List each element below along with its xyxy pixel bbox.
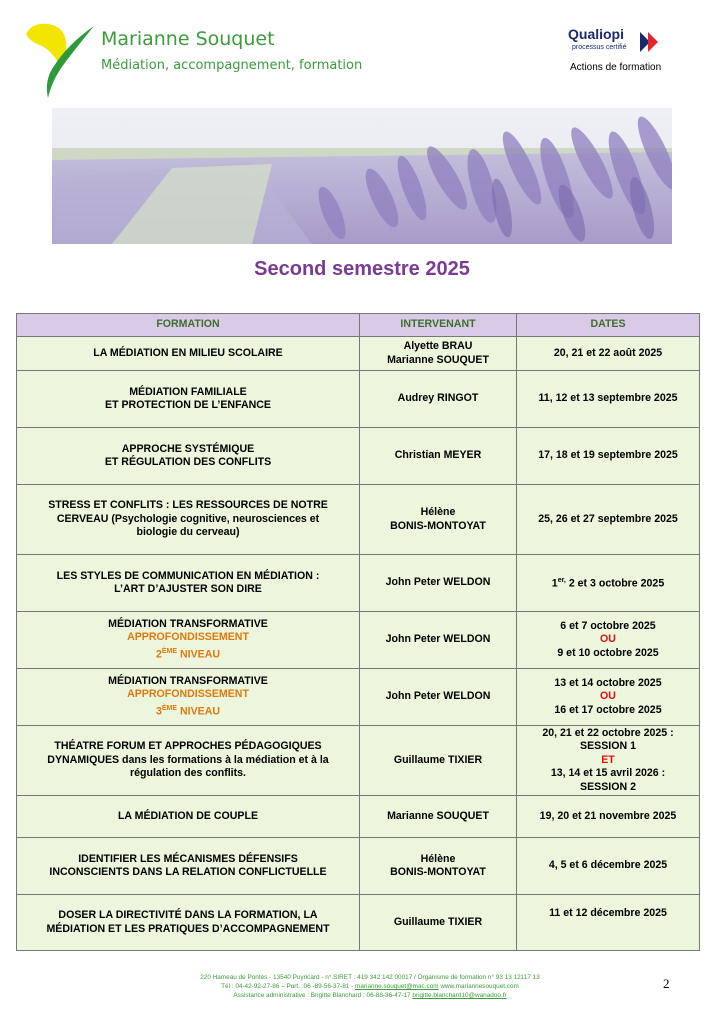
intervenant-cell — [360, 337, 517, 371]
formation-line: LES STYLES DE COMMUNICATION EN MÉDIATION : — [56, 569, 320, 582]
dates-day: 1 — [551, 578, 558, 591]
dates-cell — [517, 337, 700, 371]
table-row — [17, 612, 700, 669]
intervenant-line: Guillaume TIXIER — [393, 753, 483, 766]
intervenant-line: John Peter WELDON — [385, 576, 491, 589]
dates-line: 17, 18 et 19 septembre 2025 — [538, 449, 678, 462]
formation-line: THÉATRE FORUM ET APPROCHES PÉDAGOGIQUES — [54, 740, 322, 753]
formation-line: dans les formations à la médiation et à la — [119, 753, 329, 766]
dates-line: 9 et 10 octobre 2025 — [557, 646, 659, 659]
intervenant-cell — [360, 796, 517, 838]
dates-line: 11 et 12 décembre 2025 — [549, 907, 667, 919]
formation-line: INCONSCIENTS DANS LA RELATION CONFLICTUELLE — [49, 866, 327, 878]
intervenant-line: BONIS-MONTOYAT — [390, 866, 486, 878]
intervenant-cell — [360, 485, 517, 555]
footer-address: 220 Hameau de Pontès - 13540 Puyricard - n°.SIRET : 419 342 142 00017 / Organisme de formation n° 93 13 12117 13 — [200, 974, 540, 981]
intervenant-line: Marianne SOUQUET — [387, 353, 489, 366]
intervenant-cell — [360, 371, 517, 428]
table-row — [17, 428, 700, 485]
table-row — [17, 371, 700, 428]
qualiopi-actions: Actions de formation — [570, 62, 662, 73]
dates-cell — [517, 371, 700, 428]
formation-line: biologie du cerveau) — [136, 526, 240, 539]
qualiopi-sub: processus certifié — [572, 44, 627, 51]
dates-line: 13, 14 et 15 avril 2026 : — [550, 767, 666, 780]
formation-level: APPROFONDISSEMENT — [127, 631, 249, 644]
formation-cell — [17, 371, 360, 428]
qualiopi-word: Qualiopi — [568, 26, 624, 42]
footer-assistant-email-link[interactable]: brigitte.blanchard10@wanadoo.fr — [412, 992, 507, 999]
table-row — [17, 796, 700, 838]
intervenant-line: John Peter WELDON — [385, 633, 491, 646]
dates-cell — [517, 612, 700, 669]
formation-line: L’ART D’AJUSTER SON DIRE — [114, 583, 262, 595]
intervenant-line: Guillaume TIXIER — [393, 915, 483, 928]
dates-line: 16 et 17 octobre 2025 — [554, 703, 662, 716]
table-row — [17, 555, 700, 612]
formation-cell — [17, 669, 360, 726]
formation-line: ET PROTECTION DE L’ENFANCE — [105, 399, 271, 411]
column-header-formation: FORMATION — [17, 314, 360, 337]
footer-website: www.mariannesouquet.com — [438, 983, 519, 990]
formation-level-superscript: ÈME — [161, 704, 178, 712]
formation-level-suffix: NIVEAU — [177, 648, 221, 661]
column-header-dates: DATES — [517, 314, 700, 337]
formation-line: MÉDIATION TRANSFORMATIVE — [108, 674, 268, 687]
intervenant-line: BONIS-MONTOYAT — [390, 519, 486, 532]
dates-cell — [517, 895, 700, 951]
intervenant-cell — [360, 612, 517, 669]
dates-cell — [517, 555, 700, 612]
dates-or: OU — [600, 690, 616, 703]
table-row — [17, 485, 700, 555]
table-row — [17, 726, 700, 796]
formation-line: APPROCHE SYSTÉMIQUE — [121, 442, 255, 455]
dates-line: 20, 21 et 22 octobre 2025 : — [542, 726, 674, 739]
footer-email-link[interactable]: marianne.souquet@mac.com — [355, 983, 439, 990]
dates-line: 2 et 3 octobre 2025 — [565, 578, 665, 591]
formation-line: LA MÉDIATION EN MILIEU SCOLAIRE — [93, 346, 283, 359]
formation-line: régulation des conflits. — [130, 767, 246, 780]
intervenant-cell — [360, 838, 517, 895]
dates-line: 13 et 14 octobre 2025 — [554, 676, 662, 689]
formation-line: MÉDIATION TRANSFORMATIVE — [108, 617, 268, 630]
page-footer — [120, 973, 620, 1000]
intervenant-line: John Peter WELDON — [385, 690, 491, 703]
formation-line: CERVEAU (Psychologie cognitive, neurosciences et — [56, 512, 320, 525]
brand-name: Marianne Souquet — [101, 28, 275, 50]
dates-cell — [517, 669, 700, 726]
table-row — [17, 669, 700, 726]
table-row — [17, 895, 700, 951]
intervenant-line: Alyette BRAU — [403, 340, 473, 352]
dates-line: 20, 21 et 22 août 2025 — [553, 346, 663, 359]
table-header-row — [17, 314, 700, 337]
formation-cell — [17, 612, 360, 669]
page-number: 2 — [663, 976, 670, 991]
dates-line: 6 et 7 octobre 2025 — [560, 619, 656, 632]
dates-cell — [517, 838, 700, 895]
table-row — [17, 337, 700, 371]
dates-line: 19, 20 et 21 novembre 2025 — [539, 809, 677, 822]
formation-level: APPROFONDISSEMENT — [127, 688, 249, 701]
footer-phone: Tél : 04-42-92-27-86 – Port. :06 -89-56-37-81 - — [221, 983, 356, 990]
formation-level-number: 3 — [155, 705, 162, 718]
dates-session: SESSION 1 — [580, 740, 636, 753]
dates-cell — [517, 428, 700, 485]
formation-cell — [17, 337, 360, 371]
formation-line: STRESS ET CONFLITS : LES RESSOURCES DE NOTRE — [48, 499, 328, 512]
dates-line: 11, 12 et 13 septembre 2025 — [538, 392, 678, 405]
formation-line: MÉDIATION FAMILIALE — [129, 385, 247, 398]
formation-cell — [17, 895, 360, 951]
page-title: Second semestre 2025 — [254, 258, 470, 280]
table-row — [17, 838, 700, 895]
training-schedule-table — [16, 313, 700, 951]
lavender-field-banner — [52, 108, 672, 244]
intervenant-cell — [360, 428, 517, 485]
formation-line: LA MÉDIATION DE COUPLE — [117, 809, 259, 822]
dates-and: ET — [601, 753, 615, 766]
formation-cell — [17, 838, 360, 895]
intervenant-cell — [360, 726, 517, 796]
formation-cell — [17, 485, 360, 555]
formation-line: IDENTIFIER LES MÉCANISMES DÉFENSIFS — [78, 852, 298, 865]
dates-cell — [517, 485, 700, 555]
dates-or: OU — [600, 633, 616, 646]
dates-cell — [517, 726, 700, 796]
dates-superscript: er, — [557, 577, 566, 585]
intervenant-line: Hélène — [420, 506, 456, 518]
formation-cell — [17, 796, 360, 838]
intervenant-line: Christian MEYER — [394, 449, 482, 462]
intervenant-cell — [360, 669, 517, 726]
brand-tagline: Médiation, accompagnement, formation — [101, 58, 363, 73]
dates-session: SESSION 2 — [580, 780, 636, 793]
formation-cell — [17, 428, 360, 485]
column-header-intervenant: INTERVENANT — [360, 314, 517, 337]
formation-line: ET RÉGULATION DES CONFLITS — [104, 456, 272, 468]
formation-level-superscript: ÈME — [161, 647, 178, 655]
intervenant-cell — [360, 555, 517, 612]
formation-line: DYNAMIQUES — [47, 753, 120, 766]
intervenant-line: Marianne SOUQUET — [387, 809, 489, 822]
formation-cell — [17, 726, 360, 796]
formation-level-number: 2 — [155, 648, 162, 661]
formation-cell — [17, 555, 360, 612]
formation-line: DOSER LA DIRECTIVITÉ DANS LA FORMATION, LA — [58, 909, 318, 921]
intervenant-line: Hélène — [420, 852, 456, 865]
formation-line: MÉDIATION ET LES PRATIQUES D’ACCOMPAGNEMENT — [46, 922, 330, 935]
intervenant-cell — [360, 895, 517, 951]
footer-assistant: Assistance administrative : Brigitte Blanchard : 06-88-36-47-17 — [233, 992, 413, 999]
dates-line: 4, 5 et 6 décembre 2025 — [548, 859, 668, 872]
dates-cell — [517, 796, 700, 838]
formation-level-suffix: NIVEAU — [177, 705, 221, 718]
dates-line: 25, 26 et 27 septembre 2025 — [538, 512, 678, 525]
footer-assistance — [120, 991, 620, 1000]
intervenant-line: Audrey RINGOT — [397, 392, 479, 405]
footer-contact — [120, 982, 620, 991]
